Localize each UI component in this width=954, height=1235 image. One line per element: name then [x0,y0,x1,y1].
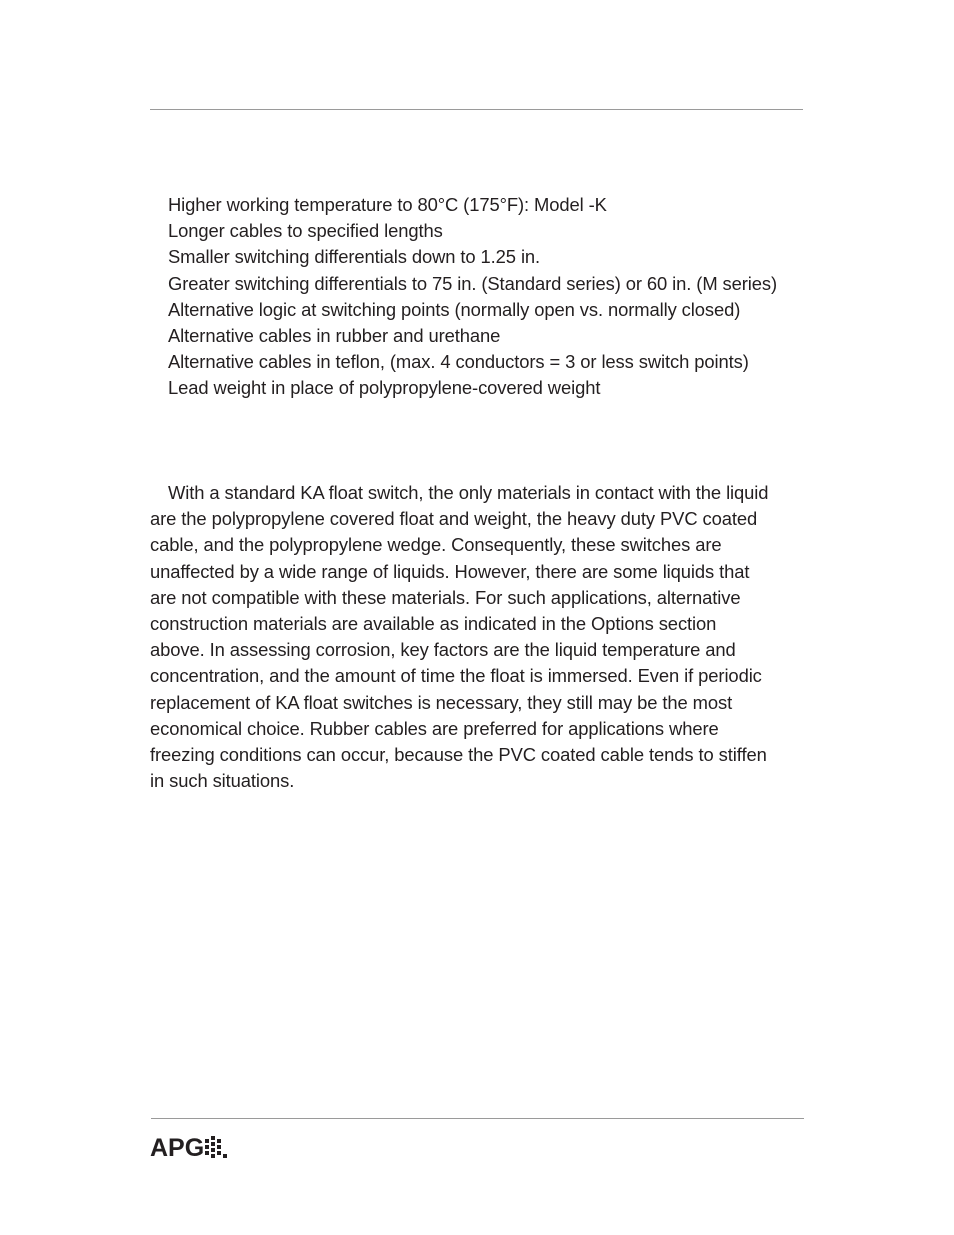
option-item: Smaller switching differentials down to 1.25 in. [168,246,541,268]
option-item: Lead weight in place of polypropylene-covered weight [168,377,601,399]
paragraph-line: in such situations. [150,770,295,792]
option-item: Alternative cables in rubber and urethane [168,325,501,347]
paragraph-line: freezing conditions can occur, because the PVC coated cable tends to stiffen [150,744,767,766]
option-item: Greater switching differentials to 75 in. (Standard series) or 60 in. (M series) [168,272,778,294]
header-divider [150,109,803,110]
options-list [168,192,777,402]
option-item: Alternative logic at switching points (normally open vs. normally closed) [168,298,741,320]
logo-wordmark: APG [150,1134,205,1162]
footer-divider [151,1118,804,1119]
paragraph-line: cable, and the polypropylene wedge. Consequently, these switches are [150,534,722,556]
paragraph-line: are not compatible with these materials. For such applications, alternative [150,586,741,608]
paragraph-line: unaffected by a wide range of liquids. However, there are some liquids that [150,560,750,582]
apg-logo [150,1135,229,1161]
paragraph-line: With a standard KA float switch, the only materials in contact with the liquid [168,482,769,503]
option-item: Alternative cables in teflon, (max. 4 conductors = 3 or less switch points) [168,351,749,373]
paragraph-line: concentration, and the amount of time the float is immersed. Even if periodic [150,665,762,687]
chemical-compatibility-paragraph [150,480,800,794]
paragraph-line: replacement of KA float switches is necessary, they still may be the most [150,691,733,713]
paragraph-line: economical choice. Rubber cables are preferred for applications where [150,717,719,739]
option-item: Longer cables to specified lengths [168,220,443,242]
paragraph-line: construction materials are available as indicated in the Options section [150,613,717,635]
paragraph-line: above. In assessing corrosion, key factors are the liquid temperature and [150,639,736,661]
logo-grid-icon [205,1136,229,1158]
option-item: Higher working temperature to 80°C (175°F): Model -K [168,194,607,215]
paragraph-line: are the polypropylene covered float and weight, the heavy duty PVC coated [150,508,758,530]
